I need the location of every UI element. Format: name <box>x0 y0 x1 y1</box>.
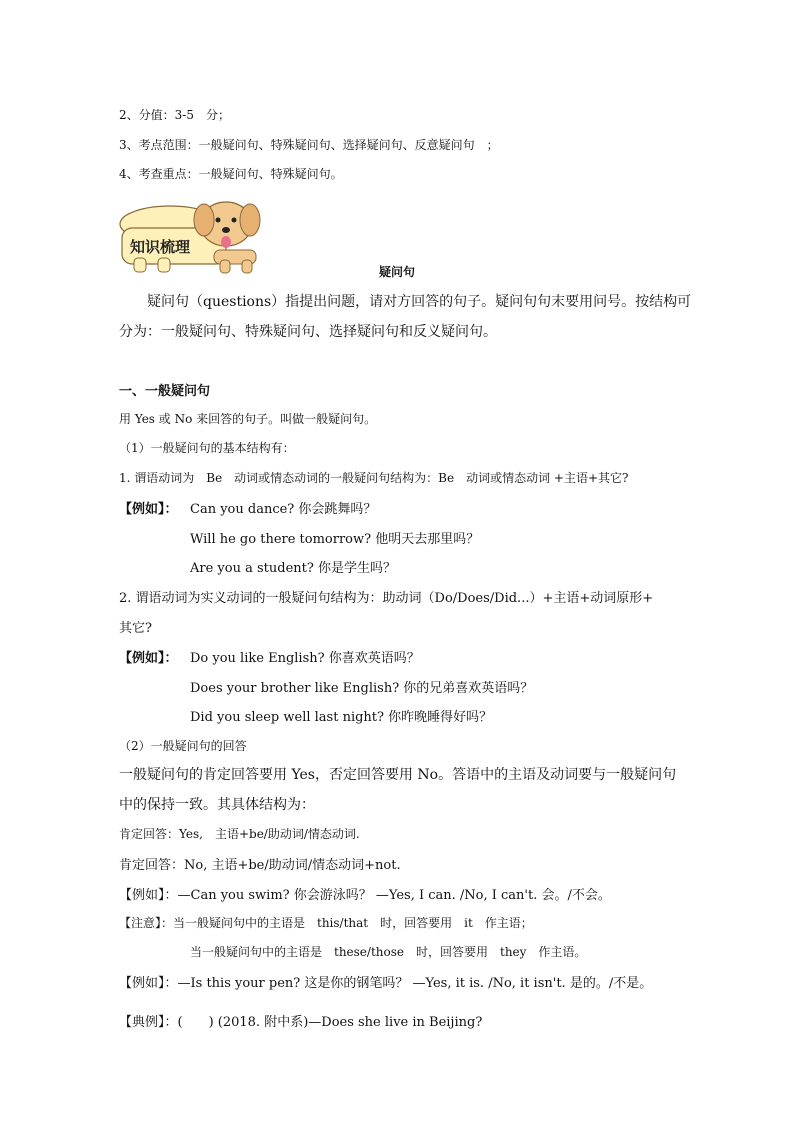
example-3-line: 【例如】：—Can you swim? 你会游泳吗？ —Yes, I can. /No, I can't. 会。/不会。 <box>119 888 611 903</box>
score-line: 2、分值：3-5 分； <box>119 108 230 122</box>
definition-line: 用 Yes 或 No 来回答的句子。叫做一般疑问句。 <box>119 412 377 426</box>
answer-line-1: 一般疑问句的肯定回答要用 Yes，否定回答要用 No。答语中的主语及动词要与一般疑问句 <box>119 767 677 783</box>
section-title: 疑问句 <box>378 265 415 279</box>
note-line-2: 当一般疑问句中的主语是 these/those 时，回答要用 they 作主语。 <box>190 945 587 959</box>
example-2-item: Do you like English? 你喜欢英语吗？ <box>190 651 420 666</box>
rule-2-line-1: 2. 谓语动词为实义动词的一般疑问句结构为：助动词（Do/Does/Did...）+主语+动词原形+ <box>119 591 654 606</box>
sub-heading-structure: （1）一般疑问句的基本结构有： <box>119 441 295 455</box>
negative-answer-line: 肯定回答：No, 主语+be/助动词/情态动词+not. <box>119 858 401 873</box>
example-1-item: Can you dance? 你会跳舞吗？ <box>190 502 377 517</box>
intro-line-1: 疑问句（questions）指提出问题，请对方回答的句子。疑问句句末要用问号。按结构可 <box>147 294 692 310</box>
example-2-item: Does your brother like English? 你的兄弟喜欢英语吗？ <box>190 681 534 696</box>
example-4-line: 【例如】：—Is this your pen? 这是你的钢笔吗？ —Yes, it is. /No, it isn't. 是的。/不是。 <box>119 976 653 991</box>
badge-label: 知识梳理 <box>130 238 191 256</box>
intro-line-2: 分为：一般疑问句、特殊疑问句、选择疑问句和反义疑问句。 <box>119 324 497 340</box>
rule-2-line-2: 其它? <box>119 621 152 636</box>
example-2-label: 【例如】： <box>119 651 178 666</box>
example-1-item: Are you a student? 你是学生吗？ <box>190 561 396 576</box>
example-1-label: 【例如】： <box>119 502 178 517</box>
focus-line: 4、考查重点：一般疑问句、特殊疑问句。 <box>119 167 343 181</box>
sub-heading-answer: （2）一般疑问句的回答 <box>119 739 247 753</box>
scope-line: 3、考点范围：一般疑问句、特殊疑问句、选择疑问句、反意疑问句 ； <box>119 138 499 152</box>
typical-example-line: 【典例】：( ) (2018. 附中系)—Does she live in Beijing? <box>119 1015 483 1030</box>
positive-answer-line: 肯定回答：Yes, 主语+be/助动词/情态动词. <box>119 827 360 841</box>
example-1-item: Will he go there tomorrow? 他明天去那里吗？ <box>190 532 480 547</box>
note-line-1: 【注意】：当一般疑问句中的主语是 this/that 时，回答要用 it 作主语； <box>119 916 533 930</box>
rule-1: 1. 谓语动词为 Be 动词或情态动词的一般疑问句结构为：Be 动词或情态动词 +主语+其它? <box>119 471 629 485</box>
answer-line-2: 中的保持一致。其具体结构为： <box>119 797 315 813</box>
part1-heading: 一、一般疑问句 <box>119 384 211 399</box>
example-2-item: Did you sleep well last night? 你昨晚睡得好吗？ <box>190 710 493 725</box>
